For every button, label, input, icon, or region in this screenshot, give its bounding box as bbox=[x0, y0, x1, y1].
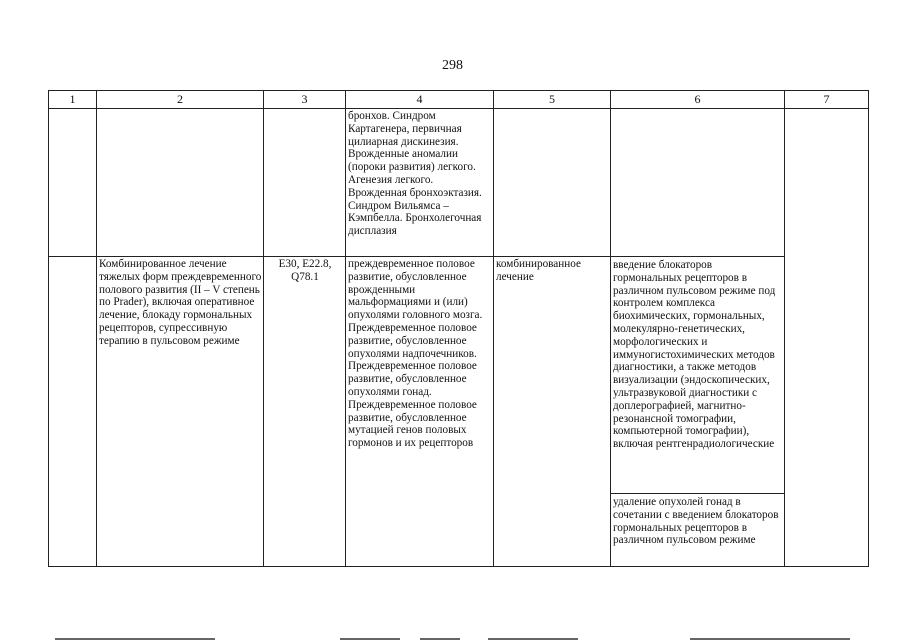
column-header-5: 5 bbox=[494, 91, 611, 109]
treatment-type-cell: комбинированное лечение bbox=[494, 257, 611, 567]
treatment-method-surgical: удаление опухолей гонад в сочетании с введением блокаторов гормональных рецепторов в различном пульсовом режиме bbox=[611, 493, 784, 547]
page-number: 298 bbox=[442, 58, 463, 73]
cell-empty bbox=[97, 109, 264, 257]
column-header-1: 1 bbox=[49, 91, 97, 109]
treatment-profile-cell: Комбинированное лечение тяжелых форм преждевременного полового развития (II – V степень по Prader), включая оперативное лечение, блокаду гормональных рецепторов, супрессивную терапию в пульсовом режиме bbox=[97, 257, 264, 567]
icd-code-cell: E30, E22.8, Q78.1 bbox=[264, 257, 346, 567]
column-header-7: 7 bbox=[785, 91, 869, 109]
header-row bbox=[49, 91, 869, 109]
column-header-2: 2 bbox=[97, 91, 264, 109]
cell-empty bbox=[264, 109, 346, 257]
cell-empty bbox=[494, 109, 611, 257]
table-row bbox=[49, 257, 869, 567]
column-header-6: 6 bbox=[611, 91, 785, 109]
column-header-4: 4 bbox=[346, 91, 494, 109]
diagnosis-cell: бронхов. Синдром Картагенера, первичная цилиарная дискинезия. Врожденные аномалии (пороки развития) легкого. Агенезия легкого. Врожденная бронхоэктазия. Синдром Вильямса – Кэмпбелла. Бронхолегочная дисплазия bbox=[346, 109, 494, 257]
column-header-3: 3 bbox=[264, 91, 346, 109]
cell-empty bbox=[49, 109, 97, 257]
diagnosis-cell: преждевременное половое развитие, обусловленное врожденными мальформациями и (или) опухолями головного мозга. Преждевременное половое развитие, обусловленное опухолями надпочечников. Преждевременное половое развитие, обусловленное опухолями гонад. Преждевременное половое развитие, обусловленное мутацией генов половых гормонов и их рецепторов bbox=[346, 257, 494, 567]
treatment-method-hormonal: введение блокаторов гормональных рецепторов в различном пульсовом режиме под контролем комплекса биохимических, гормональных, молекулярно-генетических, морфологических и иммуногистохимических методов диагностики, а также методов визуализации (эндоскопических, ультразвуковой диагностики с доплерографией, магнитно-резонансной томографии, компьютерной томографии), включая рентгенрадиологические bbox=[613, 259, 776, 451]
cell-empty bbox=[49, 257, 97, 567]
table-row bbox=[49, 109, 869, 257]
cell-empty bbox=[785, 109, 869, 567]
cell-empty bbox=[611, 109, 785, 257]
treatment-method-cell bbox=[611, 257, 785, 567]
services-table bbox=[48, 90, 869, 567]
